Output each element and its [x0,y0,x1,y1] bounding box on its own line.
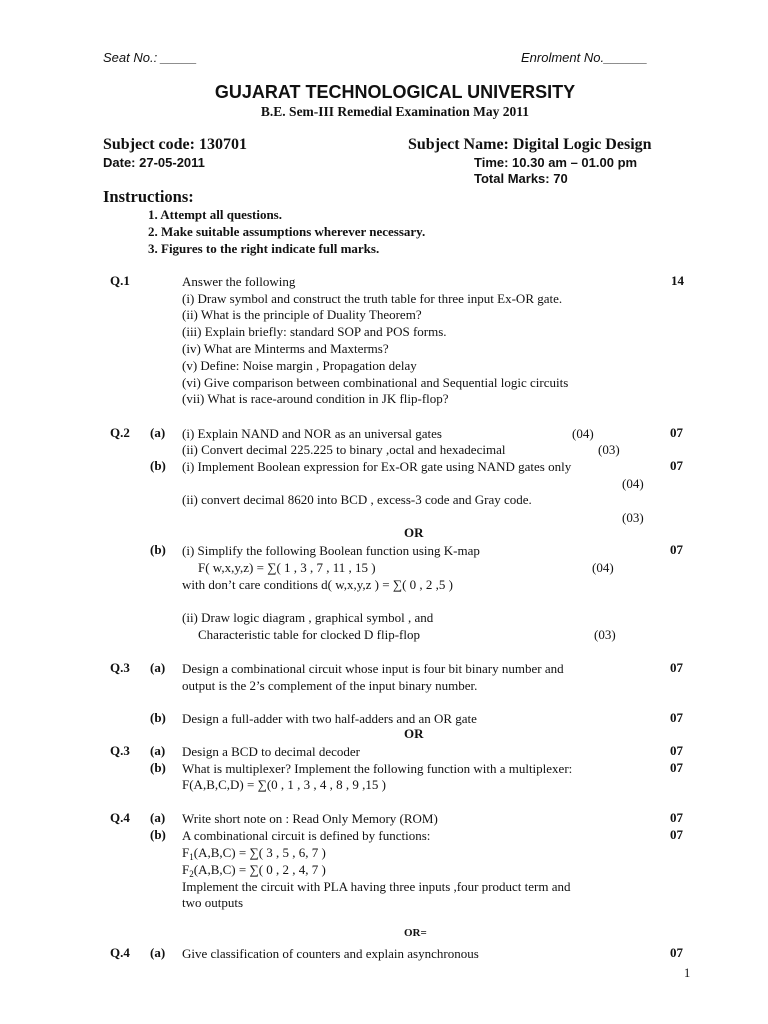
q4-alt-a-line: Give classification of counters and explain asynchronous [182,946,479,961]
part-marks: 07 [670,810,683,825]
function-f1: $F_1(A,B,C)$ = ∑( 3 , 5 , 6, 7 ) [182,845,326,862]
or-separator: OR [404,726,424,741]
question-number: Q.3 [110,660,130,675]
part-label: (b) [150,542,166,557]
part-label: (b) [150,458,166,473]
part-marks: 07 [670,710,683,725]
q1-line: Answer the following [182,274,296,289]
question-number: Q.4 [110,945,130,960]
part-label: (a) [150,810,166,825]
part-label: (b) [150,827,166,842]
part-label: (a) [150,945,166,960]
part-label: (a) [150,425,166,440]
sub-marks: (04) [572,426,594,441]
instruction-item: 2. Make suitable assumptions wherever necessary. [148,224,426,239]
part-marks: 07 [670,660,683,675]
question-number: Q.4 [110,810,130,825]
q1-line: (vii) What is race-around condition in JK flip-flop? [182,391,449,406]
q3a-line: output is the 2’s complement of the input binary number. [182,678,478,693]
q4a-line: Write short note on : Read Only Memory (ROM) [182,811,438,826]
q3b-line: Design a full-adder with two half-adders and an OR gate [182,711,477,726]
q2b-alt-line: with don’t care conditions d( w,x,y,z ) = ∑( 0 , 2 ,5 ) [182,577,454,592]
university-title: GUJARAT TECHNOLOGICAL UNIVERSITY [214,82,576,102]
q1-line: (i) Draw symbol and construct the truth table for three input Ex-OR gate. [182,291,563,306]
sub-marks: (03) [622,510,644,525]
question-number: Q.3 [110,743,130,758]
part-label: (a) [150,660,166,675]
subject-code: Subject code: 130701 [103,136,247,153]
q3-alt-b-line: F(A,B,C,D) = ∑(0 , 1 , 3 , 4 , 8 , 9 ,15 ) [182,777,387,792]
instruction-item: 3. Figures to the right indicate full marks. [148,241,380,256]
part-label: (a) [150,743,166,758]
q2b-line: (ii) convert decimal 8620 into BCD , excess-3 code and Gray code. [182,492,532,507]
q1-line: (v) Define: Noise margin , Propagation delay [182,358,417,373]
part-marks: 07 [670,743,683,758]
part-marks: 07 [670,827,683,842]
or-separator: OR [404,525,424,540]
page-number: 1 [684,966,691,980]
sub-marks: (03) [594,627,616,642]
q3a-line: Design a combinational circuit whose input is four bit binary number and [182,661,564,676]
q1-line: (iv) What are Minterms and Maxterms? [182,341,389,356]
exam-date: Date: 27-05-2011 [103,155,205,170]
seat-number: Seat No.: _____ [103,50,197,65]
part-label: (b) [150,710,166,725]
q3-alt-b-line: What is multiplexer? Implement the following function with a multiplexer: [182,761,573,776]
question-number: Q.2 [110,425,130,440]
q2a-line: (i) Explain NAND and NOR as an universal gates [182,426,442,441]
q2b-alt-line: (i) Simplify the following Boolean function using K-map [182,543,480,558]
q2b-alt-line: F( w,x,y,z) = ∑( 1 , 3 , 7 , 11 , 15 ) [198,560,376,575]
q2b-alt-line: Characteristic table for clocked D flip-flop [198,627,420,642]
q4b-line: Implement the circuit with PLA having three inputs ,four product term and [182,879,571,894]
q1-line: (vi) Give comparison between combinational and Sequential logic circuits [182,375,569,390]
q2b-alt-line: (ii) Draw logic diagram , graphical symbol , and [182,610,434,625]
instruction-item: 1. Attempt all questions. [148,207,282,222]
part-marks: 07 [670,458,683,473]
part-marks: 07 [670,760,683,775]
instructions-title: Instructions: [103,187,194,206]
function-f2: $F_2(A,B,C)$ = ∑( 0 , 2 , 4, 7 ) [182,862,326,879]
part-label: (b) [150,760,166,775]
question-number: Q.1 [110,273,130,288]
part-marks: 07 [670,945,683,960]
total-marks: Total Marks: 70 [474,171,568,186]
q1-line: (iii) Explain briefly: standard SOP and POS forms. [182,324,447,339]
question-marks: 14 [671,273,684,288]
q4b-line: two outputs [182,895,244,910]
exam-time: Time: 10.30 am – 01.00 pm [474,155,638,170]
subject-name: Subject Name: Digital Logic Design [408,136,652,153]
enrolment-number: Enrolment No.______ [521,50,648,65]
sub-marks: (03) [598,442,620,457]
q1-line: (ii) What is the principle of Duality Theorem? [182,307,422,322]
exam-title: B.E. Sem-III Remedial Examination May 2011 [260,104,530,119]
or-separator: OR= [404,927,427,939]
sub-marks: (04) [592,560,614,575]
q4b-line: A combinational circuit is defined by functions: [182,828,431,843]
q3-alt-a-line: Design a BCD to decimal decoder [182,744,360,759]
part-marks: 07 [670,425,683,440]
q2a-line: (ii) Convert decimal 225.225 to binary ,octal and hexadecimal [182,442,506,457]
part-marks: 07 [670,542,683,557]
q2b-line: (i) Implement Boolean expression for Ex-OR gate using NAND gates only [182,459,572,474]
sub-marks: (04) [622,476,644,491]
